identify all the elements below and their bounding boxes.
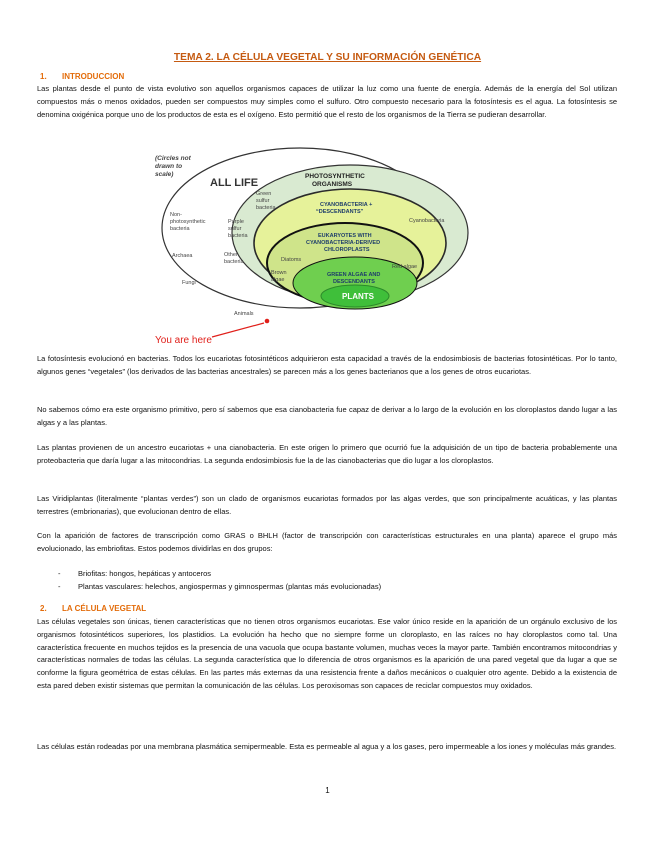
you-are-here-arrow	[212, 323, 264, 337]
paragraph-3: No sabemos cómo era este organismo primitivo, pero sí sabemos que esa cianobacteria fue capaz de derivar a lo largo de la evolución en los cloroplastos dando lugar a las algas y a las plantas.	[37, 405, 617, 427]
list-item	[58, 567, 618, 580]
red-algae-label: Red algae	[392, 264, 418, 270]
photosynthetic-label: ORGANISMS	[312, 181, 353, 188]
photosynthetic-label: PHOTOSYNTHETIC	[305, 173, 365, 180]
note-line: scale)	[155, 171, 174, 178]
paragraph-2: La fotosíntesis evolucionó en bacterias. Todos los eucariotas fotosintéticos adquirieron esta capacidad a través de la endosimbiosis de bacterias fotosintéticas. Por lo tanto, algunos genes “vegetales” (los derivados de las bacterias ancestrales) se parecen más a los genes bacterianos que a los genes de otros eucariotas.	[37, 354, 617, 376]
you-are-here-label: You are here	[155, 335, 212, 346]
brown-algae-label: Brown	[271, 270, 287, 276]
brown-algae-label: algae	[271, 277, 285, 283]
archaea-label: Archaea	[172, 253, 193, 259]
purple-sulfur-label: sulfur	[228, 226, 242, 232]
section-heading-cell	[40, 604, 146, 613]
other-bacteria-label: Other	[224, 252, 238, 258]
list-item-text: Briofitas: hongos, hepáticas y antoceros	[78, 569, 211, 578]
section-title: LA CÉLULA VEGETAL	[62, 604, 147, 613]
you-are-here-dot	[265, 319, 270, 324]
fungi-label: Fungi	[182, 280, 196, 286]
eukaryotes-label: EUKARYOTES WITH	[318, 233, 372, 239]
section-number: 2.	[40, 604, 47, 613]
page-number: 1	[325, 786, 330, 795]
eukaryotes-label: CHLOROPLASTS	[324, 247, 370, 253]
green-sulfur-label: Green	[256, 191, 272, 197]
note-line: drawn to	[155, 163, 183, 170]
bullet-marker: -	[58, 582, 61, 591]
paragraph-4: Las plantas provienen de un ancestro eucariotas + una cianobacteria. En este origen lo primero que ocurrió fue la adquisición de un tipo de bacteria probablemente una proteobacteria que daría lugar a las mitocondrias. La segunda endosimbiosis fue la de las cianobacterias que dio lugar a los cloroplastos.	[37, 443, 617, 465]
cyanobacteria-desc-label: CYANOBACTERIA +	[320, 202, 373, 208]
non-photosynthetic-label: photosynthetic	[170, 219, 206, 225]
list-item-text: Plantas vasculares: helechos, angiospermas y gimnospermas (plantas más evolucionadas)	[78, 582, 382, 591]
non-photosynthetic-label: bacteria	[170, 226, 190, 232]
all-life-label: ALL LIFE	[210, 177, 259, 189]
plants-label: PLANTS	[342, 292, 374, 301]
other-bacteria-label: bacteria	[224, 259, 244, 265]
svg-text:(Circles not drawn to	[155, 155, 193, 178]
purple-sulfur-label: Purple	[228, 219, 244, 225]
paragraph-5: Las Viridiplantas (literalmente “plantas verdes”) son un clado de organismos eucariotas formados por las algas verdes, que son principalmente acuáticas, y las plantas terrestres (embrionarias), que evolucionan dentro de ellas.	[37, 494, 617, 516]
diatoms-label: Diatoms	[281, 257, 302, 263]
paragraph-intro: Las plantas desde el punto de vista evolutivo son aquellos organismos capaces de utilizar la luz como una fuente de energía. Además de la energía del Sol utilizan compuestos más o menos oxidados, pueden ser compuestos muy simples como el sulfuro. Otro compuesto necesario para la fotosíntesis es el agua. La fotosíntesis se denomina oxigénica porque uno de los productos de esta es el oxígeno. Esto permitió que el resto de los organismos de la Tierra se pudieran desarrollar.	[37, 84, 617, 119]
paragraph-7: Las células vegetales son únicas, tienen características que no tienen otros organismos eucariotas. Ese valor único reside en la aparición de un orgánulo exclusivo de los organismos fotosintéticos superiores, los plastidios. La evolución ha hecho que no siempre forme un cloroplasto, en las raíces no hay cloroplastos como tal. Una característica frecuente en muchos tejidos es la presencia de una vacuola que ocupa bastante volumen, muchas veces la mayor parte. También encontramos mitocondrias y características normales de todas las células. La segunda característica que lo diferencia de otros organismos es la aparición de una pared vegetal que da lugar a que se conforme la figura geométrica de estas células. En las partes más externas da una resistencia frente a daños mecánicos o cualquier otro agente. Debido a la existencia de esta pared deben existir sistemas que permitan la comunicación de las células. Los peroxisomas son capaces de reciclar compuestos muy oxidados.	[37, 617, 617, 690]
cyanobacteria-desc-label: “DESCENDANTS”	[316, 209, 364, 215]
page-title: TEMA 2. LA CÉLULA VEGETAL Y SU INFORMACIÓN GENÉTICA	[173, 52, 482, 63]
bullet-marker: -	[58, 569, 61, 578]
paragraph-6: Con la aparición de factores de transcripción como GRAS o BHLH (factor de transcripción con características estructurales en una planta) aparece el grupo más evolucionado, las embriofitas. Estos podemos dividirlas en dos grupos:	[37, 531, 617, 553]
cyanobacteria-label: Cyanobacteria	[409, 218, 445, 224]
section-title: INTRODUCCION	[62, 72, 125, 81]
photosynthesis-diagram	[150, 143, 495, 348]
green-algae-label: GREEN ALGAE AND	[327, 272, 381, 278]
note-line: (Circles not	[155, 155, 191, 162]
section-number: 1.	[40, 72, 47, 81]
green-sulfur-label: sulfur	[256, 198, 270, 204]
list-item	[58, 580, 618, 593]
eukaryotes-label: CYANOBACTERIA-DERIVED	[306, 240, 381, 246]
green-algae-label: DESCENDANTS	[333, 279, 375, 285]
svg-text:GREEN ALGAE AND DESCENDANT	[327, 272, 382, 285]
embryophyte-groups-list	[58, 567, 618, 593]
non-photosynthetic-label: Non-	[170, 212, 182, 218]
animals-label: Animals	[234, 311, 254, 317]
purple-sulfur-label: bacteria	[228, 233, 248, 239]
paragraph-8: Las células están rodeadas por una membrana plasmática semipermeable. Esta es permeable al agua y a los gases, pero impermeable a los iones y moléculas más grandes.	[37, 742, 617, 751]
section-heading-intro	[40, 72, 124, 81]
green-sulfur-label: bacteria	[256, 205, 276, 211]
